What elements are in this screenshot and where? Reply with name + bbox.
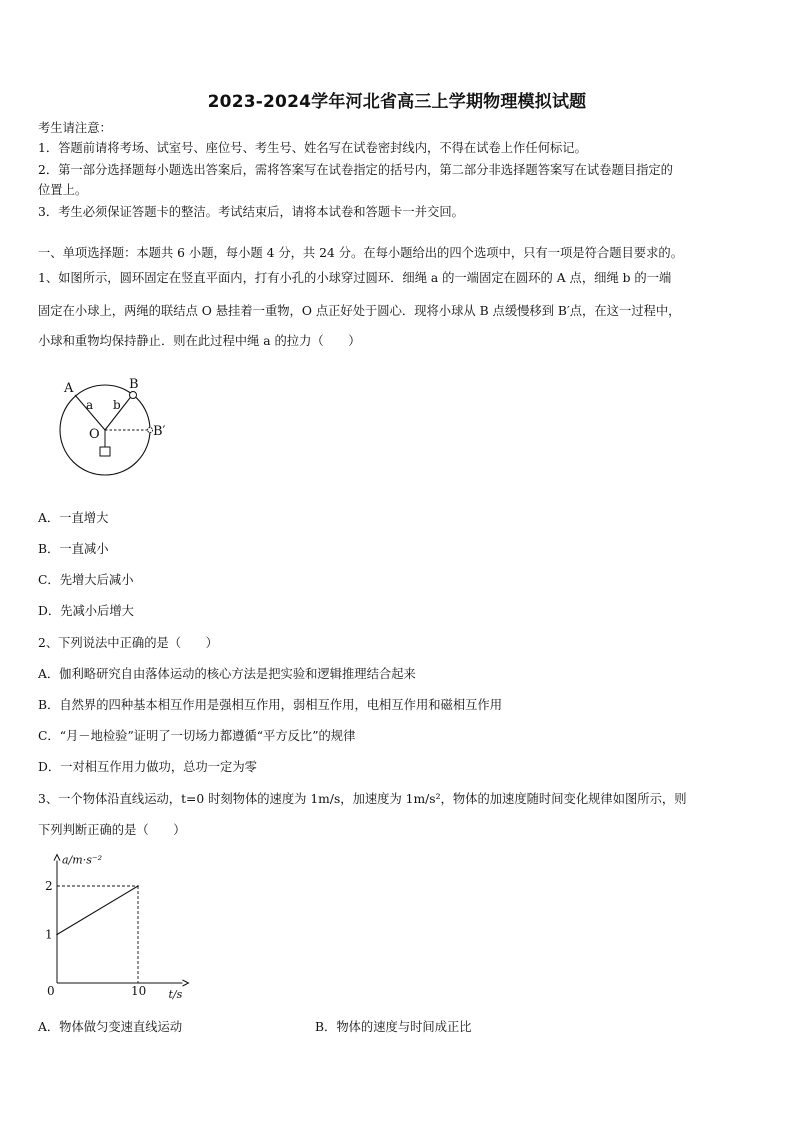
q1-option-c: C．先增大后减小 <box>38 573 134 587</box>
x-axis-arrow <box>183 980 189 986</box>
y-tick-label-1: 1 <box>45 927 53 942</box>
q2-stem: 2、下列说法中正确的是（ ） <box>38 636 218 650</box>
ball-b <box>130 392 137 399</box>
label-B-prime: B′ <box>153 424 166 439</box>
q3-option-b: B．物体的速度与时间成正比 <box>315 1020 472 1034</box>
q1-line-1: 1、如图所示，圆环固定在竖直平面内，打有小孔的小球穿过圆环．细绳 a 的一端固定在圆环的 A 点，细绳 b 的一端 <box>38 271 672 285</box>
notice-heading: 考生请注意： <box>38 121 112 135</box>
q1-ring-figure <box>58 372 188 482</box>
notice-item-2: 2．第一部分选择题每小题选出答案后，需将答案写在试卷指定的括号内，第二部分非选择题答案写在试卷题目指定的 <box>38 163 673 177</box>
q1-option-b: B．一直减小 <box>38 542 109 556</box>
q1-line-2: 固定在小球上，两绳的联结点 O 悬挂着一重物，O 点正好处于圆心．现将小球从 B 点缓慢移到 B′点，在这一过程中， <box>38 304 681 318</box>
q1-option-d: D．先减小后增大 <box>38 604 134 618</box>
page-title: 2023-2024学年河北省高三上学期物理模拟试题 <box>207 92 587 112</box>
y-axis-label: a/m·s⁻² <box>62 853 103 867</box>
series-line <box>57 886 138 935</box>
y-tick-label-2: 2 <box>45 879 53 893</box>
label-b: b <box>113 398 121 412</box>
label-a: a <box>86 398 94 412</box>
notice-item-3: 3．考生必须保证答题卡的整洁。考试结束后，请将本试卷和答题卡一并交回。 <box>38 205 464 219</box>
x-axis-label: t/s <box>168 988 183 1001</box>
data-point <box>56 934 58 936</box>
q3-acceleration-chart <box>40 853 200 1008</box>
ball-b-prime <box>148 428 153 433</box>
q1-line-3: 小球和重物均保持静止．则在此过程中绳 a 的拉力（ ） <box>38 334 361 348</box>
label-O: O <box>89 427 100 442</box>
q1-option-a: A．一直增大 <box>38 511 109 525</box>
weight-block <box>100 447 110 456</box>
q3-line-2: 下列判断正确的是（ ） <box>38 823 186 837</box>
notice-item-1: 1．答题前请将考场、试室号、座位号、考生号、姓名写在试卷密封线内，不得在试卷上作任何标记。 <box>38 141 587 155</box>
y-axis-arrow <box>54 855 60 861</box>
x-tick-label-0: 0 <box>47 984 55 998</box>
q2-option-a: A．伽利略研究自由落体运动的核心方法是把实验和逻辑推理结合起来 <box>38 667 416 681</box>
label-B: B <box>129 377 139 392</box>
q2-option-d: D．一对相互作用力做功，总功一定为零 <box>38 760 257 774</box>
q2-option-c: C．“月－地检验”证明了一切场力都遵循“平方反比”的规律 <box>38 729 356 743</box>
section-heading: 一、单项选择题：本题共 6 小题，每小题 4 分，共 24 分。在每小题给出的四个选项中，只有一项是符合题目要求的。 <box>38 246 683 260</box>
notice-item-2-cont: 位置上。 <box>38 183 88 197</box>
q3-option-a: A．物体做匀变速直线运动 <box>38 1020 183 1034</box>
q3-line-1: 3、一个物体沿直线运动，t=0 时刻物体的速度为 1m/s，加速度为 1m/s²，物体的加速度随时间变化规律如图所示，则 <box>38 792 687 806</box>
label-A: A <box>64 381 74 396</box>
x-tick-label-10: 10 <box>131 984 147 998</box>
q2-option-b: B．自然界的四种基本相互作用是强相互作用，弱相互作用，电相互作用和磁相互作用 <box>38 698 503 712</box>
